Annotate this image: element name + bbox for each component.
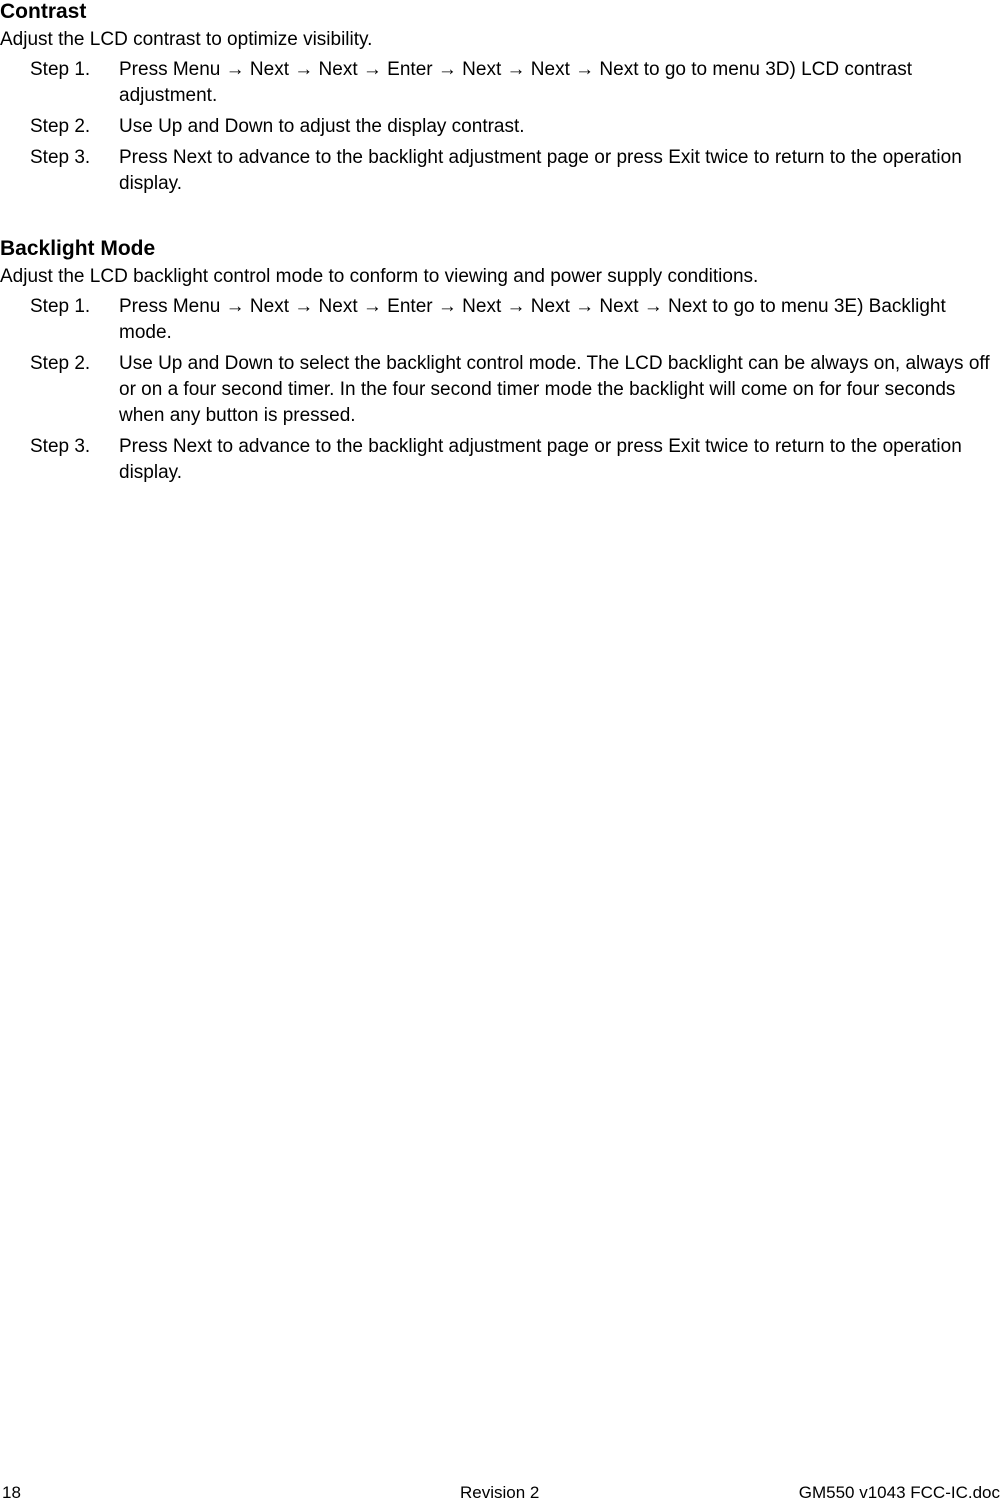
document-filename: GM550 v1043 FCC-IC.doc xyxy=(798,1483,1000,1502)
step-item xyxy=(0,434,1004,486)
step-list xyxy=(0,57,1004,197)
step-list xyxy=(0,294,1004,486)
section-heading: Backlight Mode xyxy=(0,237,156,260)
page-footer xyxy=(0,1483,1004,1503)
step-text: Use Up and Down to adjust the display contrast. xyxy=(119,116,525,137)
step-text: Press Next to advance to the backlight adjustment page or press Exit twice to return to the operation display. xyxy=(119,147,962,194)
step-label: Step 3. xyxy=(30,436,91,457)
page-number: 18 xyxy=(2,1483,21,1502)
step-text: Use Up and Down to select the backlight control mode. The LCD backlight can be always on, always off or on a four second timer. In the four second timer mode the backlight will come on for four seconds when any button is pressed. xyxy=(119,353,990,426)
step-text: Press Next to advance to the backlight adjustment page or press Exit twice to return to the operation display. xyxy=(119,436,962,483)
backlight-mode-section xyxy=(0,237,1004,486)
step-text: Press Menu → Next → Next → Enter → Next → Next → Next to go to menu 3D) LCD contrast adjustment. xyxy=(119,59,912,106)
step-item xyxy=(0,351,1004,429)
step-item xyxy=(0,114,1004,140)
step-label: Step 2. xyxy=(30,353,91,374)
step-text: Press Menu → Next → Next → Enter → Next → Next → Next → Next to go to menu 3E) Backlight mode. xyxy=(119,296,946,343)
step-label: Step 1. xyxy=(30,59,91,80)
step-label: Step 3. xyxy=(30,147,91,168)
step-item xyxy=(0,145,1004,197)
section-intro: Adjust the LCD contrast to optimize visibility. xyxy=(0,29,373,50)
revision-label: Revision 2 xyxy=(460,1483,540,1502)
step-label: Step 1. xyxy=(30,296,91,317)
step-label: Step 2. xyxy=(30,116,91,137)
contrast-section xyxy=(0,0,1004,197)
section-intro: Adjust the LCD backlight control mode to conform to viewing and power supply conditions. xyxy=(0,266,759,287)
section-heading: Contrast xyxy=(0,0,87,23)
step-item xyxy=(0,294,1004,346)
step-item xyxy=(0,57,1004,109)
